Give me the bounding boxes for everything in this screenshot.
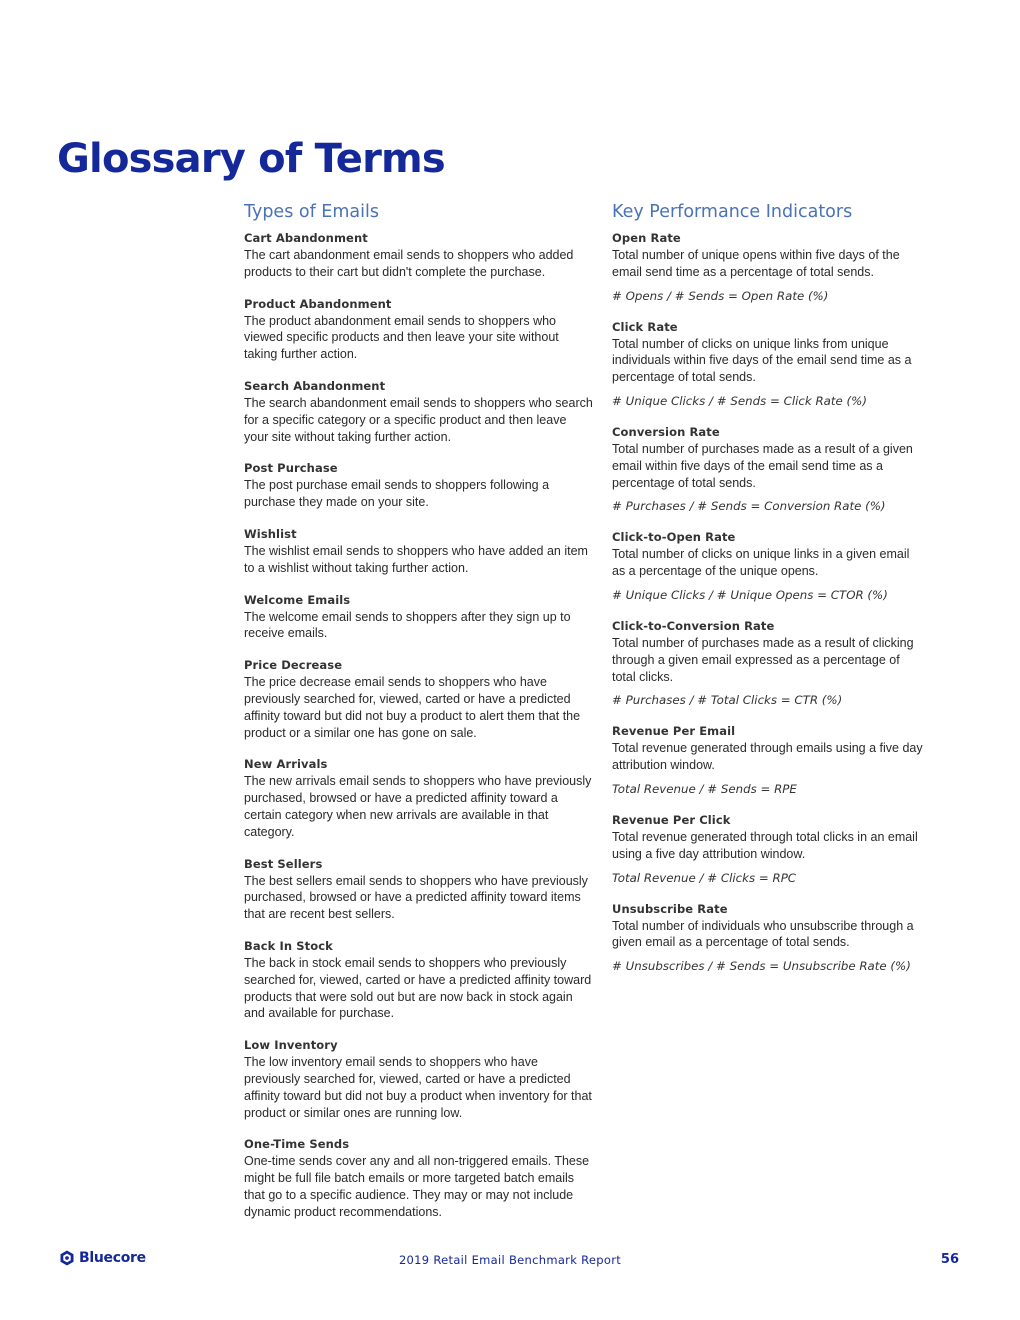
glossary-term: Price Decrease (244, 658, 343, 673)
kpi-entry (612, 424, 924, 514)
kpi-entry (612, 901, 924, 975)
kpi-term: Revenue Per Click (612, 812, 731, 827)
kpi-entry (612, 230, 924, 304)
glossary-entry (244, 526, 594, 577)
glossary-entry (244, 460, 594, 511)
section-heading-kpis: Key Performance Indicators (612, 202, 853, 222)
kpi-formula: # Purchases / # Total Clicks = CTR (%) (612, 693, 843, 708)
glossary-term: Wishlist (244, 526, 297, 541)
kpi-entry (612, 529, 924, 603)
kpi-entry (612, 618, 924, 708)
glossary-entry (244, 1037, 594, 1121)
glossary-term: Low Inventory (244, 1038, 338, 1053)
kpi-definition: Total revenue generated through total clicks in an email using a five day attribution window. (612, 829, 918, 861)
glossary-entry (244, 296, 594, 363)
glossary-term: Product Abandonment (244, 296, 392, 311)
kpi-entry (612, 812, 924, 886)
glossary-term: Back In Stock (244, 938, 333, 953)
glossary-definition: The best sellers email sends to shoppers who have previously purchased, browsed or have a predicted affinity toward items that are recent best sellers. (244, 873, 588, 922)
kpi-definition: Total number of clicks on unique links from unique individuals within five days of the email send time as a percentage of total sends. (612, 336, 912, 385)
kpi-definition: Total number of purchases made as a result of clicking through a given email expressed as a percentage of total clicks. (612, 635, 914, 684)
glossary-term: One-Time Sends (244, 1137, 350, 1152)
report-title: 2019 Retail Email Benchmark Report (398, 1253, 622, 1267)
glossary-term: Best Sellers (244, 856, 323, 871)
glossary-entry (244, 657, 594, 741)
types-of-emails-section (244, 200, 594, 1235)
section-heading-types-of-emails: Types of Emails (244, 202, 379, 222)
glossary-term: Post Purchase (244, 461, 338, 476)
glossary-entry (244, 756, 594, 840)
glossary-definition: The back in stock email sends to shoppers who previously searched for, viewed, carted or have a predicted affinity toward products that were sold out but are now back in stock again and available for purchase. (244, 955, 592, 1021)
glossary-definition: The post purchase email sends to shoppers following a purchase they made on your site. (244, 478, 550, 510)
glossary-entry (244, 1136, 594, 1220)
glossary-term: Welcome Emails (244, 592, 351, 607)
kpi-formula: # Unique Clicks / # Unique Opens = CTOR (%) (612, 587, 888, 602)
kpi-definition: Total number of purchases made as a result of a given email within five days of the email send time as a percentage of total sends. (612, 441, 913, 490)
glossary-definition: The new arrivals email sends to shoppers who have previously purchased, browsed or have a predicted affinity toward a certain category when new arrivals are available in that category. (244, 774, 592, 839)
kpi-entry (612, 723, 924, 797)
glossary-entry (244, 592, 594, 643)
kpi-definition: Total number of unique opens within five days of the email send time as a percentage of total sends. (612, 248, 900, 279)
glossary-term: Search Abandonment (244, 378, 386, 393)
glossary-definition: The welcome email sends to shoppers after they sign up to receive emails. (244, 609, 571, 641)
glossary-entry (244, 856, 594, 923)
kpi-formula: # Unique Clicks / # Sends = Click Rate (%) (612, 393, 867, 408)
kpi-formula: # Unsubscribes / # Sends = Unsubscribe Rate (%) (612, 959, 911, 974)
glossary-definition: The product abandonment email sends to shoppers who viewed specific products and then leave your site without taking further action. (244, 313, 559, 362)
kpi-formula: # Purchases / # Sends = Conversion Rate (%) (612, 499, 886, 514)
glossary-definition: The price decrease email sends to shoppers who have previously searched for, viewed, carted or have a predicted affinity toward but did not buy a product to alert them that the product or a similar one has gone on sale. (244, 675, 581, 740)
logo-text: Bluecore (79, 1250, 146, 1266)
kpi-entry (612, 319, 924, 409)
glossary-definition: The cart abandonment email sends to shoppers who added products to their cart but didn't complete the purchase. (244, 248, 574, 279)
kpi-term: Click Rate (612, 319, 678, 334)
glossary-entry (244, 230, 594, 281)
glossary-entry (244, 378, 594, 445)
kpi-term: Click-to-Open Rate (612, 530, 736, 545)
kpi-formula: Total Revenue / # Sends = RPE (612, 781, 797, 796)
kpi-definition: Total number of individuals who unsubscribe through a given email as a percentage of total sends. (612, 918, 914, 950)
kpi-formula: # Opens / # Sends = Open Rate (%) (612, 288, 829, 303)
kpi-term: Click-to-Conversion Rate (612, 618, 775, 633)
kpi-term: Conversion Rate (612, 424, 720, 439)
kpi-term: Open Rate (612, 231, 681, 245)
glossary-definition: The search abandonment email sends to shoppers who search for a specific category or a specific product and then leave your site without taking further action. (244, 395, 593, 444)
page-title: Glossary of Terms (57, 136, 445, 182)
glossary-definition: The wishlist email sends to shoppers who have added an item to a wishlist without taking further action. (244, 543, 588, 575)
page-number: 56 (940, 1252, 959, 1267)
kpi-definition: Total number of clicks on unique links in a given email as a percentage of the unique opens. (612, 547, 910, 579)
kpi-term: Revenue Per Email (612, 724, 736, 739)
glossary-entry (244, 938, 594, 1022)
kpi-term: Unsubscribe Rate (612, 901, 728, 916)
kpi-definition: Total revenue generated through emails using a five day attribution window. (612, 741, 923, 773)
glossary-term: Cart Abandonment (244, 231, 368, 245)
glossary-term: New Arrivals (244, 757, 328, 772)
kpi-section (612, 200, 924, 989)
kpi-formula: Total Revenue / # Clicks = RPC (612, 870, 797, 885)
glossary-definition: The low inventory email sends to shoppers who have previously searched for, viewed, carted or have a predicted affinity toward but did not buy a product when inventory for that product or similar ones are running low. (244, 1055, 592, 1120)
glossary-definition: One-time sends cover any and all non-triggered emails. These might be full file batch emails or more targeted batch emails that go to a specific audience. They may or may not include dynamic product recommendations. (244, 1154, 590, 1219)
